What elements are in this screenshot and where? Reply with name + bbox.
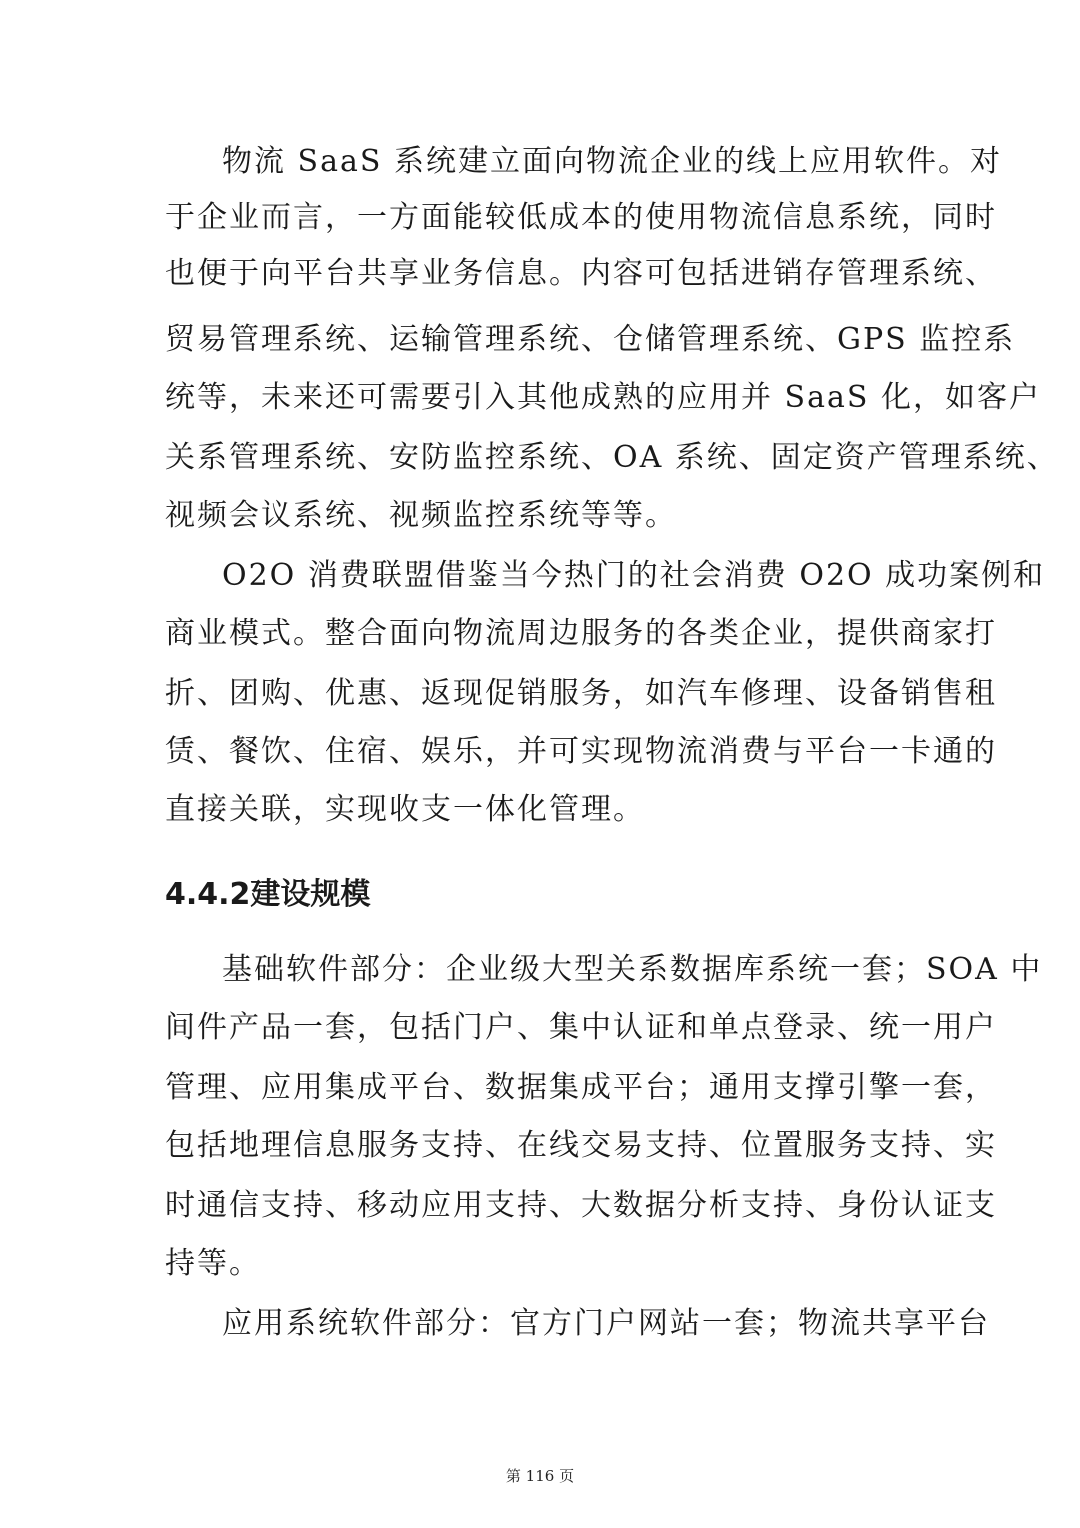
section-heading: 4.4.2建设规模 xyxy=(165,877,371,912)
text-line: 基础软件部分：企业级大型关系数据库系统一套；SOA 中 xyxy=(222,952,1043,987)
text-line: 视频会议系统、视频监控系统等等。 xyxy=(165,498,677,533)
text-line: 折、团购、优惠、返现促销服务，如汽车修理、设备销售租 xyxy=(165,676,997,711)
text-line: 包括地理信息服务支持、在线交易支持、位置服务支持、实 xyxy=(165,1128,997,1163)
text-line: 赁、餐饮、住宿、娱乐，并可实现物流消费与平台一卡通的 xyxy=(165,734,997,769)
text-line: 统等，未来还可需要引入其他成熟的应用并 SaaS 化，如客户 xyxy=(165,380,1041,415)
text-line: 物流 SaaS 系统建立面向物流企业的线上应用软件。对 xyxy=(222,144,1002,179)
text-line: 关系管理系统、安防监控系统、OA 系统、固定资产管理系统、 xyxy=(165,440,1059,475)
text-line: 间件产品一套，包括门户、集中认证和单点登录、统一用户 xyxy=(165,1010,997,1045)
text-line: 应用系统软件部分：官方门户网站一套；物流共享平台 xyxy=(222,1306,990,1341)
text-line: 于企业而言，一方面能较低成本的使用物流信息系统，同时 xyxy=(165,200,997,235)
text-line: 商业模式。整合面向物流周边服务的各类企业，提供商家打 xyxy=(165,616,997,651)
text-line: 持等。 xyxy=(165,1246,261,1281)
text-line: 管理、应用集成平台、数据集成平台；通用支撑引擎一套， xyxy=(165,1070,997,1105)
text-line: 时通信支持、移动应用支持、大数据分析支持、身份认证支 xyxy=(165,1188,997,1223)
text-line: 贸易管理系统、运输管理系统、仓储管理系统、GPS 监控系 xyxy=(165,322,1016,357)
text-line: O2O 消费联盟借鉴当今热门的社会消费 O2O 成功案例和 xyxy=(222,558,1046,593)
page-number: 第 116 页 xyxy=(505,1467,575,1485)
text-line: 也便于向平台共享业务信息。内容可包括进销存管理系统、 xyxy=(165,256,997,291)
text-line: 直接关联，实现收支一体化管理。 xyxy=(165,792,645,827)
